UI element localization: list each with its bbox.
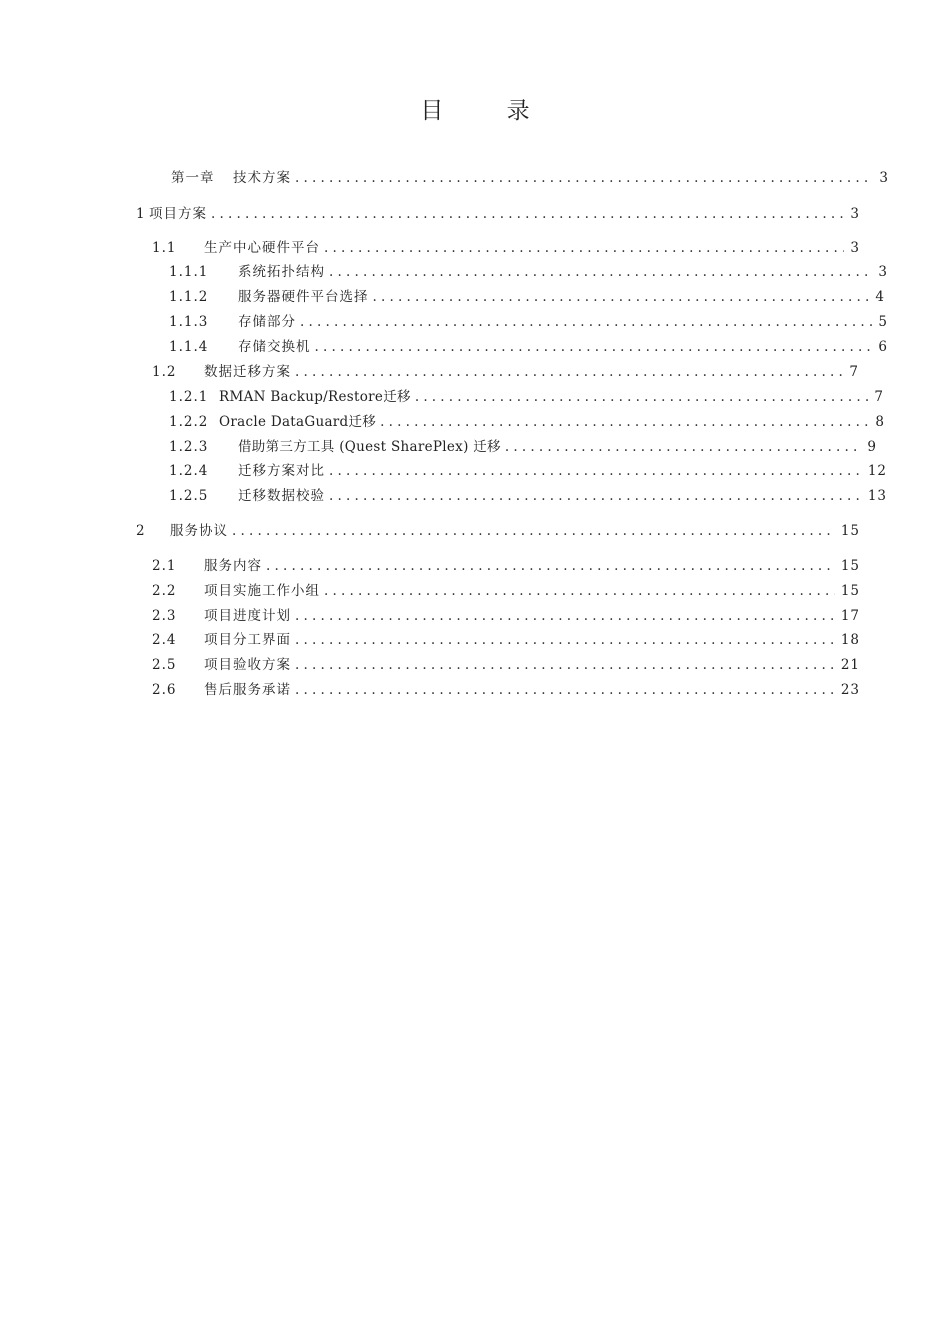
toc-dot-leader bbox=[211, 204, 844, 224]
toc-dot-leader bbox=[329, 486, 862, 506]
toc-entry-number: 1.2.3 bbox=[169, 439, 209, 455]
toc-entry-1-2-1[interactable] bbox=[169, 387, 884, 407]
toc-entry-title: 存储交换机 bbox=[238, 339, 311, 355]
toc-entry-number: 2.6 bbox=[152, 682, 177, 698]
toc-entry-page: 17 bbox=[840, 608, 860, 624]
toc-entry-title: 借助第三方工具 (Quest SharePlex) 迁移 bbox=[238, 439, 501, 455]
toc-entry-1[interactable] bbox=[136, 204, 860, 224]
toc-entry-title: 迁移数据校验 bbox=[238, 488, 325, 504]
toc-dot-leader bbox=[415, 387, 869, 407]
toc-entry-1-1-3[interactable] bbox=[169, 312, 888, 332]
toc-dot-leader bbox=[232, 521, 835, 541]
toc-entry-number: 2.4 bbox=[152, 632, 177, 648]
toc-entry-number: 1.1 bbox=[152, 240, 177, 256]
toc-entry-page: 15 bbox=[840, 583, 860, 599]
toc-entry-number: 2.3 bbox=[152, 608, 177, 624]
toc-entry-title: 服务内容 bbox=[204, 558, 262, 574]
toc-entry-page: 3 bbox=[850, 240, 860, 256]
toc-entry-title: 存储部分 bbox=[238, 314, 296, 330]
toc-dot-leader bbox=[373, 287, 870, 307]
toc-entry-number: 2.1 bbox=[152, 558, 177, 574]
toc-entry-1-2[interactable] bbox=[152, 362, 859, 382]
toc-dot-leader bbox=[324, 581, 835, 601]
toc-entry-number: 2 bbox=[136, 523, 146, 539]
toc-dot-leader bbox=[295, 606, 835, 626]
toc-entry-page: 7 bbox=[849, 364, 859, 380]
toc-entry-page: 3 bbox=[850, 206, 860, 222]
toc-entry-1-1-1[interactable] bbox=[169, 262, 888, 282]
toc-dot-leader bbox=[295, 362, 843, 382]
toc-entry-title: 项目进度计划 bbox=[204, 608, 291, 624]
toc-entry-number: 1.2.5 bbox=[169, 488, 209, 504]
toc-entry-title: RMAN Backup/Restore迁移 bbox=[219, 389, 411, 405]
toc-entry-1-1-2[interactable] bbox=[169, 287, 885, 307]
toc-dot-leader bbox=[315, 337, 873, 357]
toc-entry-2-4[interactable] bbox=[152, 630, 860, 650]
toc-entry-title: 系统拓扑结构 bbox=[238, 264, 325, 280]
toc-entry-1-2-5[interactable] bbox=[169, 486, 887, 506]
toc-entry-2-2[interactable] bbox=[152, 581, 860, 601]
toc-dot-leader bbox=[295, 630, 835, 650]
toc-entry-page: 5 bbox=[878, 314, 888, 330]
toc-entry-page: 12 bbox=[867, 463, 887, 479]
toc-entry-page: 8 bbox=[875, 414, 885, 430]
toc-entry-number: 1.1.2 bbox=[169, 289, 209, 305]
toc-dot-leader bbox=[295, 655, 835, 675]
toc-entry-chapter-1[interactable] bbox=[171, 168, 889, 188]
toc-dot-leader bbox=[505, 437, 862, 457]
toc-entry-title: 迁移方案对比 bbox=[238, 463, 325, 479]
toc-entry-number: 1.1.3 bbox=[169, 314, 209, 330]
toc-entry-1-1-4[interactable] bbox=[169, 337, 888, 357]
toc-entry-2-6[interactable] bbox=[152, 680, 860, 700]
toc-entry-2-3[interactable] bbox=[152, 606, 860, 626]
toc-entry-1-2-4[interactable] bbox=[169, 461, 887, 481]
toc-entry-number: 1.1.4 bbox=[169, 339, 209, 355]
toc-entry-number: 1 bbox=[136, 206, 146, 222]
toc-entry-title: 项目方案 bbox=[149, 206, 207, 222]
toc-dot-leader bbox=[324, 238, 844, 258]
toc-entry-title: 售后服务承诺 bbox=[204, 682, 291, 698]
toc-entry-title: 项目验收方案 bbox=[204, 657, 291, 673]
toc-entry-page: 13 bbox=[867, 488, 887, 504]
toc-entry-1-2-3[interactable] bbox=[169, 437, 877, 457]
toc-entry-title: 生产中心硬件平台 bbox=[204, 240, 320, 256]
toc-entry-2-1[interactable] bbox=[152, 556, 860, 576]
toc-dot-leader bbox=[329, 262, 872, 282]
toc-dot-leader bbox=[329, 461, 862, 481]
toc-entry-page: 9 bbox=[867, 439, 877, 455]
toc-entry-number: 1.2.1 bbox=[169, 389, 209, 405]
toc-entry-title: Oracle DataGuard迁移 bbox=[219, 414, 377, 430]
toc-entry-1-2-2[interactable] bbox=[169, 412, 885, 432]
toc-entry-title: 数据迁移方案 bbox=[204, 364, 291, 380]
toc-entry-page: 4 bbox=[875, 289, 885, 305]
page-title: 目 录 bbox=[420, 98, 558, 124]
toc-entry-2[interactable] bbox=[136, 521, 860, 541]
toc-entry-page: 21 bbox=[840, 657, 860, 673]
toc-entry-number: 1.1.1 bbox=[169, 264, 209, 280]
toc-entry-number: 2.2 bbox=[152, 583, 177, 599]
toc-entry-number: 1.2.2 bbox=[169, 414, 209, 430]
toc-entry-1-1[interactable] bbox=[152, 238, 860, 258]
toc-dot-leader bbox=[266, 556, 835, 576]
toc-entry-page: 15 bbox=[840, 523, 860, 539]
toc-entry-number: 第一章 bbox=[171, 170, 215, 186]
toc-dot-leader bbox=[295, 680, 835, 700]
toc-entry-page: 3 bbox=[879, 170, 889, 186]
toc-entry-2-5[interactable] bbox=[152, 655, 860, 675]
toc-entry-page: 7 bbox=[874, 389, 884, 405]
toc-entry-page: 15 bbox=[840, 558, 860, 574]
toc-entry-number: 1.2.4 bbox=[169, 463, 209, 479]
toc-entry-title: 项目实施工作小组 bbox=[204, 583, 320, 599]
toc-entry-page: 23 bbox=[840, 682, 860, 698]
toc-dot-leader bbox=[380, 412, 869, 432]
toc-entry-title: 服务器硬件平台选择 bbox=[238, 289, 369, 305]
toc-entry-page: 3 bbox=[878, 264, 888, 280]
toc-entry-number: 1.2 bbox=[152, 364, 177, 380]
toc-entry-page: 18 bbox=[840, 632, 860, 648]
toc-entry-title: 技术方案 bbox=[233, 170, 291, 186]
toc-entry-number: 2.5 bbox=[152, 657, 177, 673]
toc-entry-title: 服务协议 bbox=[170, 523, 228, 539]
toc-entry-title: 项目分工界面 bbox=[204, 632, 291, 648]
toc-dot-leader bbox=[300, 312, 872, 332]
toc-entry-page: 6 bbox=[878, 339, 888, 355]
toc-dot-leader bbox=[295, 168, 873, 188]
